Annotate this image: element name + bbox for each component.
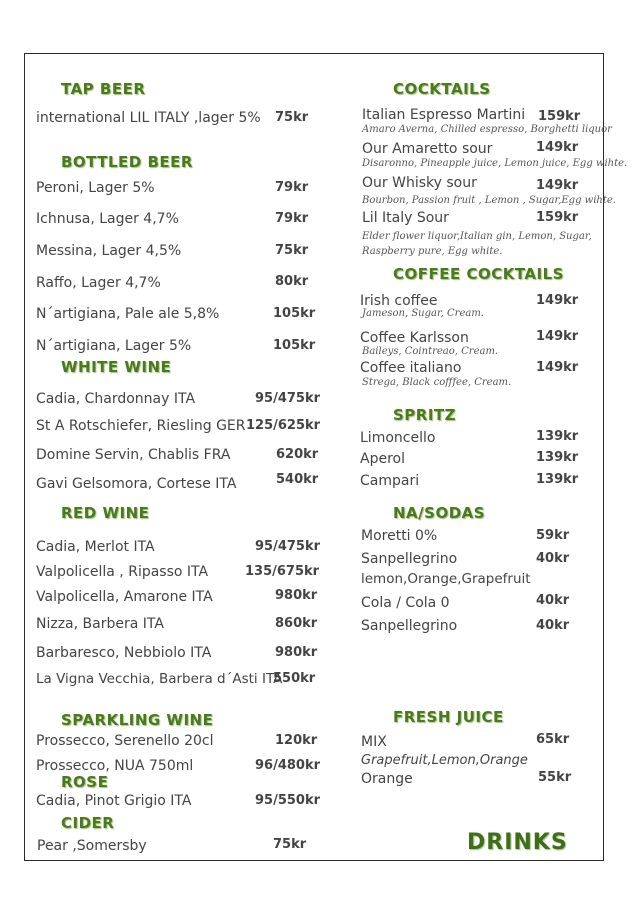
menu-item-price: 139kr — [536, 429, 579, 444]
menu-item-price: 95/550kr — [255, 793, 321, 808]
menu-item-name: St A Rotschiefer, Riesling GER — [36, 418, 246, 434]
menu-item-name: Cola / Cola 0 — [361, 595, 450, 611]
menu-item-price: 139kr — [536, 450, 579, 465]
menu-item-name: Moretti 0% — [361, 528, 438, 544]
menu-item-description: Amaro Averna, Chilled espresso, Borghetti liquor — [362, 124, 612, 135]
menu-item-price: 540kr — [276, 472, 319, 487]
menu-item-price: 125/625kr — [246, 418, 321, 433]
menu-item-name: Sanpellegrino — [361, 618, 458, 634]
menu-item-name: La Vigna Vecchia, Barbera d´Asti ITA — [36, 671, 283, 687]
menu-item-description: Elder flower liquor,Italian gin, Lemon, Sugar, — [362, 231, 592, 242]
menu-item-price: 139kr — [536, 472, 579, 487]
menu-item-name: Lil Italy Sour — [362, 210, 449, 226]
menu-item-price: 95/475kr — [255, 539, 321, 554]
drinks-title: DRINKS — [467, 830, 568, 855]
menu-item-name: Prossecco, NUA 750ml — [36, 758, 194, 774]
menu-item-price: 75kr — [273, 837, 307, 852]
menu-item-name: Italian Espresso Martini — [362, 107, 526, 123]
menu-item-name: Pear ,Somersby — [37, 838, 147, 854]
menu-item-price: 860kr — [275, 616, 318, 631]
menu-item-name: Our Amaretto sour — [362, 141, 493, 157]
menu-item-price: 149kr — [536, 329, 579, 344]
menu-item-name: N´artigiana, Lager 5% — [36, 338, 192, 354]
menu-item-name: Prossecco, Serenello 20cl — [36, 733, 214, 749]
menu-item-price: 79kr — [275, 180, 309, 195]
menu-item-name: Our Whisky sour — [362, 175, 477, 191]
menu-item-price: 159kr — [536, 210, 579, 225]
menu-item-name: Barbaresco, Nebbiolo ITA — [36, 645, 212, 661]
menu-item-price: 149kr — [536, 178, 579, 193]
menu-item-price: 75kr — [275, 243, 309, 258]
menu-item-description: Bourbon, Passion fruit , Lemon , Sugar,Egg wihte. — [362, 195, 616, 206]
menu-item-price: 65kr — [536, 732, 570, 747]
menu-item-name: Sanpellegrino — [361, 551, 458, 567]
white-wine-heading: WHITE WINE — [61, 358, 172, 376]
menu-item-name: Cadia, Merlot ITA — [36, 539, 155, 555]
menu-item-name: Cadia, Chardonnay ITA — [36, 391, 196, 407]
menu-item-price: 79kr — [275, 211, 309, 226]
menu-item-name: Domine Servin, Chablis FRA — [36, 447, 231, 463]
menu-item-name: Campari — [360, 473, 420, 489]
menu-item-price: 980kr — [275, 588, 318, 603]
fresh-juice-heading: FRESH JUICE — [393, 708, 504, 726]
menu-item-price: 40kr — [536, 551, 570, 566]
menu-item-name: Gavi Gelsomora, Cortese ITA — [36, 476, 237, 492]
coffee-cocktails-heading: COFFEE COCKTAILS — [393, 265, 564, 283]
menu-item-name: Raffo, Lager 4,7% — [36, 275, 161, 291]
menu-item-price: 120kr — [275, 733, 318, 748]
menu-item-name: Coffee Karlsson — [360, 330, 469, 346]
menu-item-price: 40kr — [536, 618, 570, 633]
rose-heading: ROSE — [61, 773, 109, 791]
menu-item-price: 40kr — [536, 593, 570, 608]
menu-item-price: 55kr — [538, 770, 572, 785]
cocktails-heading: COCKTAILS — [393, 80, 491, 98]
menu-item-variants: lemon,Orange,Grapefruit — [361, 571, 531, 587]
menu-item-name: Coffee italiano — [360, 360, 462, 376]
menu-item-name: Orange — [361, 771, 413, 787]
menu-item-price: 149kr — [536, 140, 579, 155]
sodas-heading: NA/SODAS — [393, 504, 486, 522]
menu-item-name: international LIL ITALY ,lager 5% — [36, 110, 261, 126]
menu-item-price: 980kr — [275, 645, 318, 660]
menu-item-description: Disaronno, Pineapple juice, Lemon juice, Egg wihte. — [362, 158, 628, 169]
menu-item-price: 149kr — [536, 360, 579, 375]
menu-item-price: 105kr — [273, 338, 316, 353]
menu-item-price: 105kr — [273, 306, 316, 321]
menu-item-price: 95/475kr — [255, 391, 321, 406]
menu-item-price: 135/675kr — [245, 564, 320, 579]
menu-item-price: 159kr — [538, 109, 581, 124]
menu-item-price: 149kr — [536, 293, 579, 308]
red-wine-heading: RED WINE — [61, 504, 150, 522]
menu-item-name: Limoncello — [360, 430, 436, 446]
menu-item-name: Nizza, Barbera ITA — [36, 616, 164, 632]
menu-item-variants: Grapefruit,Lemon,Orange — [361, 753, 528, 768]
menu-item-name: Peroni, Lager 5% — [36, 180, 155, 196]
menu-item-description: Baileys, Cointreao, Cream. — [362, 346, 499, 357]
menu-item-description: Raspberry pure, Egg white. — [362, 246, 503, 257]
menu-item-name: Messina, Lager 4,5% — [36, 243, 182, 259]
menu-item-name: N´artigiana, Pale ale 5,8% — [36, 306, 220, 322]
menu-item-price: 96/480kr — [255, 758, 321, 773]
menu-item-name: Aperol — [360, 451, 405, 467]
sparkling-wine-heading: SPARKLING WINE — [61, 711, 214, 729]
menu-item-price: 620kr — [276, 447, 319, 462]
tap-beer-heading: TAP BEER — [61, 80, 146, 98]
menu-item-name: Irish coffee — [360, 293, 438, 309]
bottled-beer-heading: BOTTLED BEER — [61, 153, 193, 171]
menu-item-price: 75kr — [275, 110, 309, 125]
menu-item-price: 59kr — [536, 528, 570, 543]
menu-item-description: Jameson, Sugar, Cream. — [362, 308, 484, 319]
cider-heading: CIDER — [61, 814, 115, 832]
menu-item-price: 550kr — [273, 671, 316, 686]
menu-item-description: Strega, Black cofffee, Cream. — [362, 377, 512, 388]
menu-item-price: 80kr — [275, 274, 309, 289]
menu-item-name: Valpolicella , Ripasso ITA — [36, 564, 209, 580]
spritz-heading: SPRITZ — [393, 406, 457, 424]
menu-item-name: MIX — [361, 734, 387, 750]
menu-item-name: Ichnusa, Lager 4,7% — [36, 211, 179, 227]
menu-item-name: Cadia, Pinot Grigio ITA — [36, 793, 192, 809]
menu-item-name: Valpolicella, Amarone ITA — [36, 589, 213, 605]
